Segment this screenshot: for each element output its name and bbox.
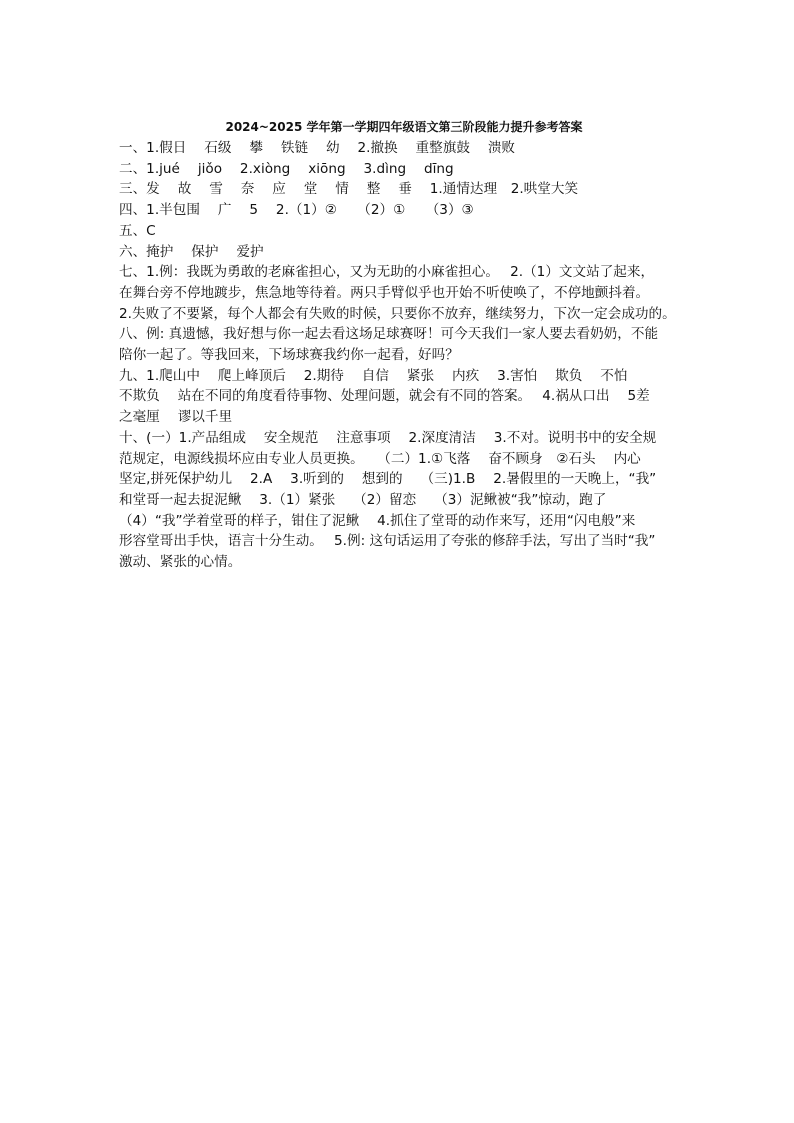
answer-line-10: 八、例: 真遗憾，我好想与你一起去看这场足球赛呀！可今天我们一家人要去看奶奶，不能: [119, 326, 659, 343]
answer-line-15: 十、(一）1.产品组成 安全规范 注意事项 2.深度清洁 3.不对。说明书中的安全规: [119, 429, 657, 446]
answer-line-21: 激动、紧张的心情。: [119, 554, 242, 571]
document-title: 2024~2025 学年第一学期四年级语文第三阶段能力提升参考答案: [225, 120, 583, 134]
answer-line-7: 七、1.例：我既为勇敢的老麻雀担心，又为无助的小麻雀担心。 2.（1）文文站了起来，: [119, 264, 655, 281]
answer-line-6: 六、掩护 保护 爱护: [119, 243, 264, 260]
answer-line-9: 2.失败了不要紧，每个人都会有失败的时候，只要你不放弃，继续努力，下次一定会成功的。: [119, 305, 676, 322]
answer-document: [119, 116, 679, 573]
answer-line-18: 和堂哥一起去捉泥鳅 3.（1）紧张 （2）留恋 （3）泥鳅被“我”惊动，跑了: [119, 491, 607, 508]
answer-line-1: 一、1.假日 石级 攀 铁链 幼 2.撤换 重整旗鼓 溃败: [119, 140, 516, 156]
answer-line-17: 坚定,拼死保护幼儿 2.A 3.听到的 想到的 （三)1.B 2.暑假里的一天晚上，“我”: [119, 471, 657, 488]
answer-line-3: 三、发 故 雪 奈 应 堂 情 整 垂 1.通情达理 2.哄堂大笑: [119, 181, 579, 198]
answer-line-20: 形容堂哥出手快，语言十分生动。 5.例: 这句话运用了夸张的修辞手法，写出了当时“我”: [119, 533, 656, 550]
answer-line-13: 不欺负 站在不同的角度看待事物、处理问题，就会有不同的答案。 4.祸从口出 5差: [119, 388, 650, 405]
answer-line-4: 四、1.半包围 广 5 2.（1）② （2）① （3）③: [119, 202, 474, 219]
answer-line-2: 二、1.jué jiǒo 2.xiòng xiōng 3.dìng dīng: [119, 160, 454, 177]
answer-line-11: 陪你一起了。等我回来，下场球赛我约你一起看，好吗？: [119, 347, 459, 364]
answer-line-14: 之毫厘 谬以千里: [119, 409, 233, 426]
answer-line-16: 范规定，电源线损坏应由专业人员更换。 （二）1.①飞落 奋不顾身 ②石头 内心: [119, 450, 641, 467]
answer-line-5: 五、C: [119, 222, 156, 239]
answer-line-12: 九、1.爬山中 爬上峰顶后 2.期待 自信 紧张 内疚 3.害怕 欺负 不怕: [119, 367, 628, 384]
answer-line-19: （4）“我”学着堂哥的样子，钳住了泥鳅 4.抓住了堂哥的动作来写，还用“闪电般”来: [119, 512, 636, 529]
answer-line-8: 在舞台旁不停地踱步，焦急地等待着。两只手臂似乎也开始不听使唤了，不停地颤抖着。: [119, 284, 650, 301]
